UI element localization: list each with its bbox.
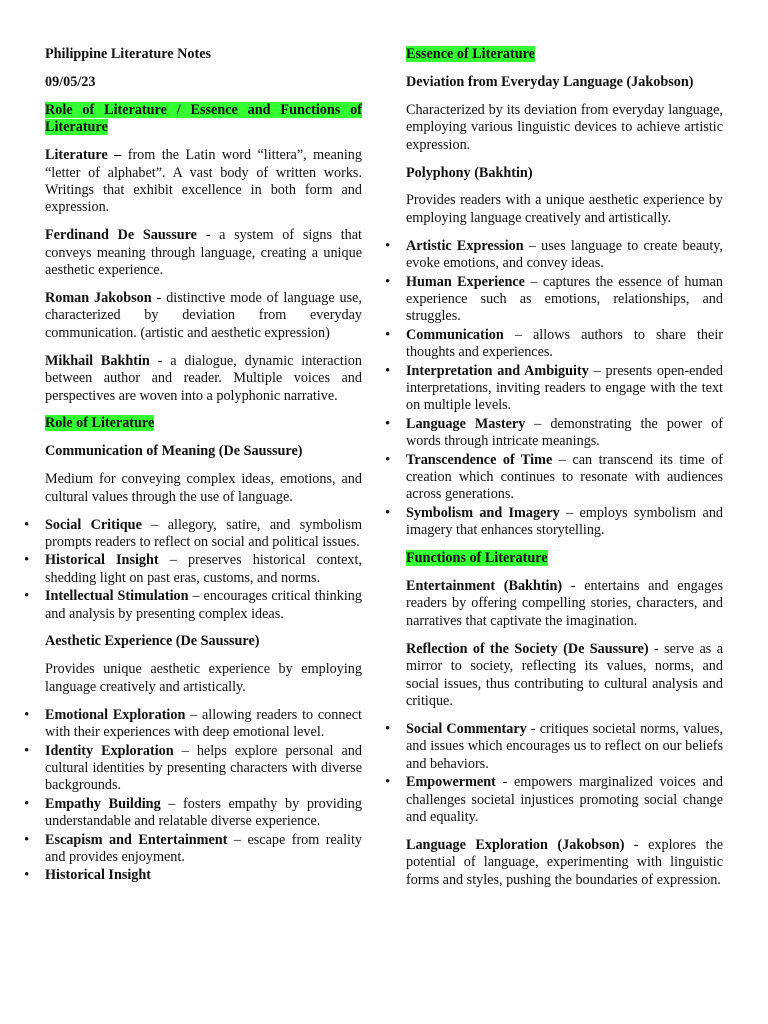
list-item-term: Communication [406,326,504,343]
list-item [406,327,723,362]
list-item [45,796,362,831]
definition-text: - distinctive mode of language use, characterized by deviation from everyday communication. (artistic and aesthetic expression) [45,289,362,341]
definition-text: from the Latin word “littera”, meaning “letter of alphabet”. A vast body of written works. Writings that exhibit excellence in both form and expression. [45,147,362,216]
list-item-term: Intellectual Stimulation [45,588,189,605]
function-term: Reflection of the Society (De Saussure) [406,640,649,657]
list-item [406,416,723,451]
communication-list [45,517,362,623]
list-item [45,588,362,623]
list-item [406,721,723,773]
list-item-text: – presents open-ended interpretations, inviting readers to engage with the text on multiple levels. [406,362,723,414]
left-column [45,46,362,895]
list-item [45,517,362,552]
list-item [406,363,723,415]
list-item [406,238,723,273]
deviation-text: Characterized by its deviation from everyday language, employing various linguistic devices to achieve artistic expression. [406,101,723,153]
list-item-text: – escape from reality and provides enjoyment. [45,831,362,865]
communication-heading: Communication of Meaning (De Saussure) [45,443,303,460]
list-item-term: Escapism and Entertainment [45,831,228,848]
list-item-term: Historical Insight [45,867,152,884]
document-date: 09/05/23 [45,73,96,90]
list-item [45,743,362,795]
function-text: - explores the potential of language, experimenting with linguistic forms and styles, pushing the boundaries of expression. [406,836,723,888]
definition-text: - a system of signs that conveys meaning through language, creating a unique aesthetic experience. [45,227,362,279]
list-item-term: Historical Insight [45,552,159,569]
definition-de-saussure [45,227,362,279]
list-item-text: – helps explore personal and cultural identities by presenting characters with diverse backgrounds. [45,742,362,794]
list-item [45,832,362,867]
list-item-term: Transcendence of Time [406,451,553,468]
definition-term: Roman Jakobson [45,289,152,306]
list-item-text: – fosters empathy by providing understandable and relatable diverse experience. [45,795,362,830]
main-heading [45,102,362,137]
list-item-text: – allowing readers to connect with their experiences with deep emotional level. [45,706,362,741]
list-item [45,707,362,742]
function-list [406,721,723,826]
definition-jakobson [45,290,362,342]
polyphony-heading: Polyphony (Bakhtin) [406,164,533,181]
list-item-term: Identity Exploration [45,742,174,759]
list-item-text: – encourages critical thinking and analysis by presenting complex ideas. [45,588,362,622]
definition-literature [45,147,362,217]
functions-heading [406,550,723,567]
list-item [406,274,723,326]
definition-term: Ferdinand De Saussure [45,227,197,244]
list-item [406,452,723,504]
list-item-text: – employs symbolism and imagery that enhances storytelling. [406,504,724,539]
document-title: Philippine Literature Notes [45,46,212,62]
list-item-term: Human Experience [406,273,525,290]
role-heading-text: Role of Literature [45,415,155,432]
function-language [406,837,723,889]
definition-text: - a dialogue, dynamic interaction between author and reader. Multiple voices and perspectives are woven into a polyphonic narrative. [45,352,362,404]
function-text: - entertains and engages readers by offering compelling stories, characters, and narratives that captivate the imagination. [406,578,723,629]
list-item-text: – demonstrating the power of words through intricate meanings. [406,415,723,450]
list-item-text: - critiques societal norms, values, and issues which encourages us to reflect on our beliefs and behaviors. [406,720,723,772]
main-heading-text: Role of Literature / Essence and Functions of Literature [45,101,362,136]
function-entertainment [406,578,723,630]
list-item-text: – captures the essence of human experience such as emotions, relationships, and struggles. [406,273,723,325]
definition-term: Literature – [45,147,128,164]
list-item-text: – can transcend its time of creation which continues to resonate with audiences across generations. [406,451,723,503]
list-item-text: - empowers marginalized voices and challenges societal injustices promoting social change and equality. [406,774,723,825]
aesthetic-list [45,707,362,885]
list-item-term: Social Commentary [406,720,527,737]
essence-heading [406,46,723,63]
role-heading [45,415,362,432]
polyphony-text: Provides readers with a unique aesthetic experience by employing language creatively and artistically. [406,192,723,226]
list-item-term: Empowerment [406,774,496,791]
essence-heading-text: Essence of Literature [406,46,535,62]
list-item-term: Interpretation and Ambiguity [406,362,589,379]
function-term: Entertainment (Bakhtin) [406,578,563,595]
aesthetic-heading: Aesthetic Experience (De Saussure) [45,633,260,650]
list-item-term: Language Mastery [406,415,526,432]
list-item-text: – uses language to create beauty, evoke emotions, and convey ideas. [406,237,723,272]
right-column [406,46,723,900]
list-item-text: – preserves historical context, shedding light on past eras, customs, and norms. [45,552,362,586]
list-item-term: Emotional Exploration [45,706,186,723]
list-item-term: Artistic Expression [406,237,524,254]
function-text: - serve as a mirror to society, reflecting its values, norms, and social issues, thus contributing to cultural analysis and critique. [406,640,723,709]
definition-term: Mikhail Bakhtin [45,352,150,369]
communication-text: Medium for conveying complex ideas, emotions, and cultural values through the use of language. [45,471,362,505]
list-item [45,552,362,587]
list-item-text: – allows authors to share their thoughts and experiences. [406,326,723,361]
list-item [406,505,723,540]
essence-list [406,238,723,540]
list-item-term: Social Critique [45,516,142,533]
function-reflection [406,641,723,711]
list-item [45,867,362,884]
definition-bakhtin [45,353,362,405]
deviation-heading: Deviation from Everyday Language (Jakobson) [406,73,694,90]
function-term: Language Exploration (Jakobson) [406,836,625,853]
functions-heading-text: Functions of Literature [406,550,548,567]
list-item [406,774,723,826]
list-item-term: Empathy Building [45,795,161,812]
aesthetic-text: Provides unique aesthetic experience by employing language creatively and artistically. [45,661,362,695]
list-item-term: Symbolism and Imagery [406,504,560,521]
list-item-text: – allegory, satire, and symbolism prompts readers to reflect on social and political issues. [45,516,362,550]
